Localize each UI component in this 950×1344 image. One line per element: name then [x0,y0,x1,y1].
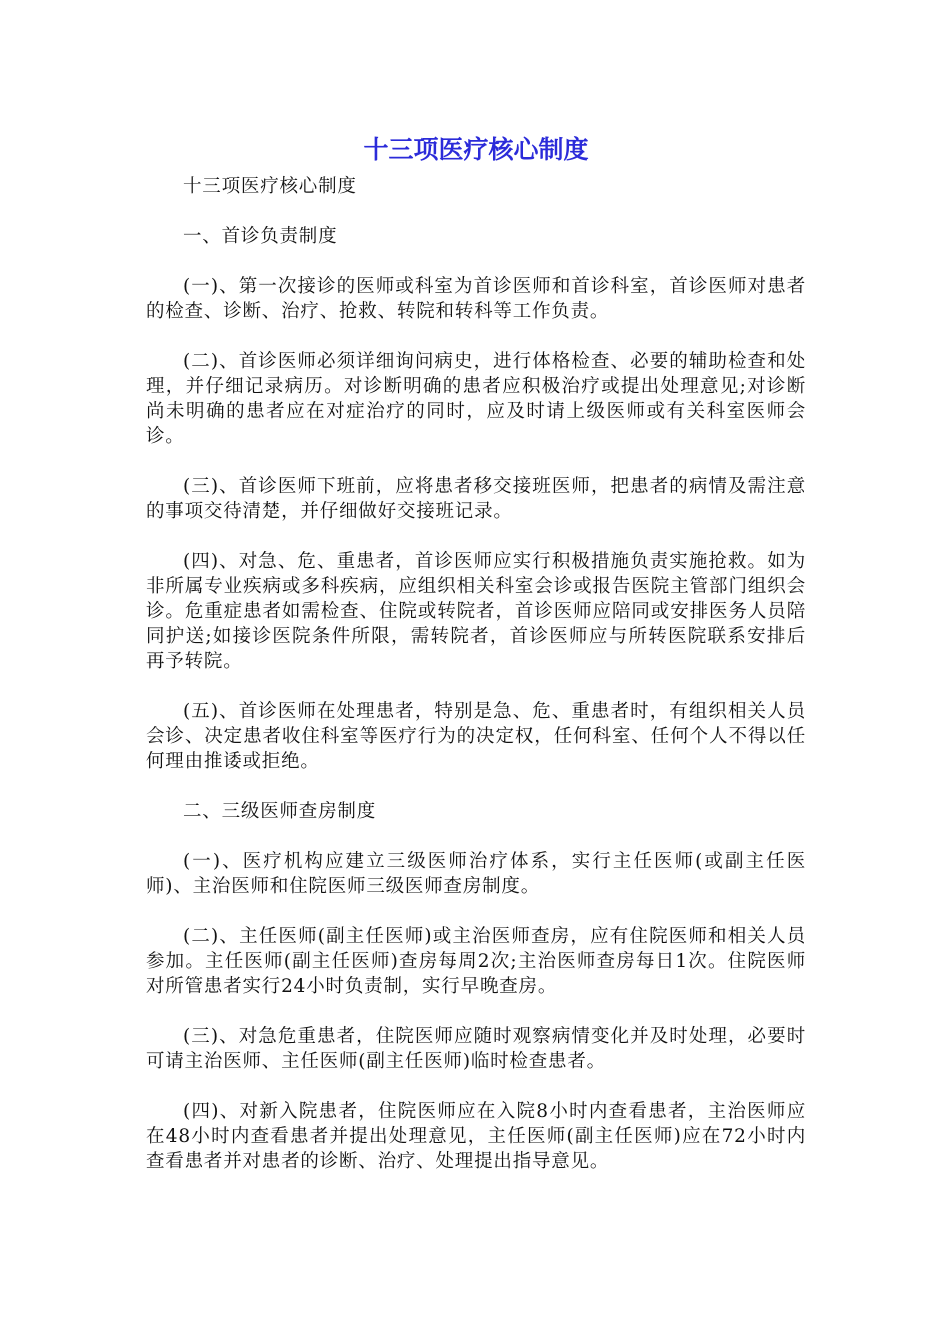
paragraph: (五)、首诊医师在处理患者，特别是急、危、重患者时，有组织相关人员会诊、决定患者收住科室等医疗行为的决定权，任何科室、任何个人不得以任何理由推诿或拒绝。 [146,701,806,772]
paragraph: (二)、主任医师(副主任医师)或主治医师查房，应有住院医师和相关人员参加。主任医师(副主任医师)查房每周2次;主治医师查房每日1次。住院医师对所管患者实行24小时负责制，实行早晚查房。 [146,926,806,997]
paragraph: (四)、对急、危、重患者，首诊医师应实行积极措施负责实施抢救。如为非所属专业疾病或多科疾病，应组织相关科室会诊或报告医院主管部门组织会诊。危重症患者如需检查、住院或转院者，首诊医师应陪同或安排医务人员陪同护送;如接诊医院条件所限，需转院者，首诊医师应与所转医院联系安排后再予转院。 [146,551,806,672]
paragraph: (二)、首诊医师必须详细询问病史，进行体格检查、必要的辅助检查和处理，并仔细记录病历。对诊断明确的患者应积极治疗或提出处理意见;对诊断尚未明确的患者应在对症治疗的同时，应及时请上级医师或有关科室医师会诊。 [146,351,806,447]
section-heading-first-visit: 一、首诊负责制度 [183,226,338,247]
paragraph: (四)、对新入院患者，住院医师应在入院8小时内查看患者，主治医师应在48小时内查看患者并提出处理意见，主任医师(副主任医师)应在72小时内查看患者并对患者的诊断、治疗、处理提出指导意见。 [146,1101,806,1172]
document-body [146,174,806,1199]
document-title: 十三项医疗核心制度 [363,135,589,164]
paragraph: (三)、对急危重患者，住院医师应随时观察病情变化并及时处理，必要时可请主治医师、主任医师(副主任医师)临时检查患者。 [146,1026,806,1072]
paragraph: (一)、第一次接诊的医师或科室为首诊医师和首诊科室，首诊医师对患者的检查、诊断、治疗、抢救、转院和转科等工作负责。 [146,276,806,322]
section-heading-ward-rounds: 二、三级医师查房制度 [183,801,377,822]
paragraph: (一)、医疗机构应建立三级医师治疗体系，实行主任医师(或副主任医师)、主治医师和住院医师三级医师查房制度。 [146,851,806,897]
paragraph: (三)、首诊医师下班前，应将患者移交接班医师，把患者的病情及需注意的事项交待清楚，并仔细做好交接班记录。 [146,476,806,522]
paragraph-subtitle: 十三项医疗核心制度 [183,176,357,197]
